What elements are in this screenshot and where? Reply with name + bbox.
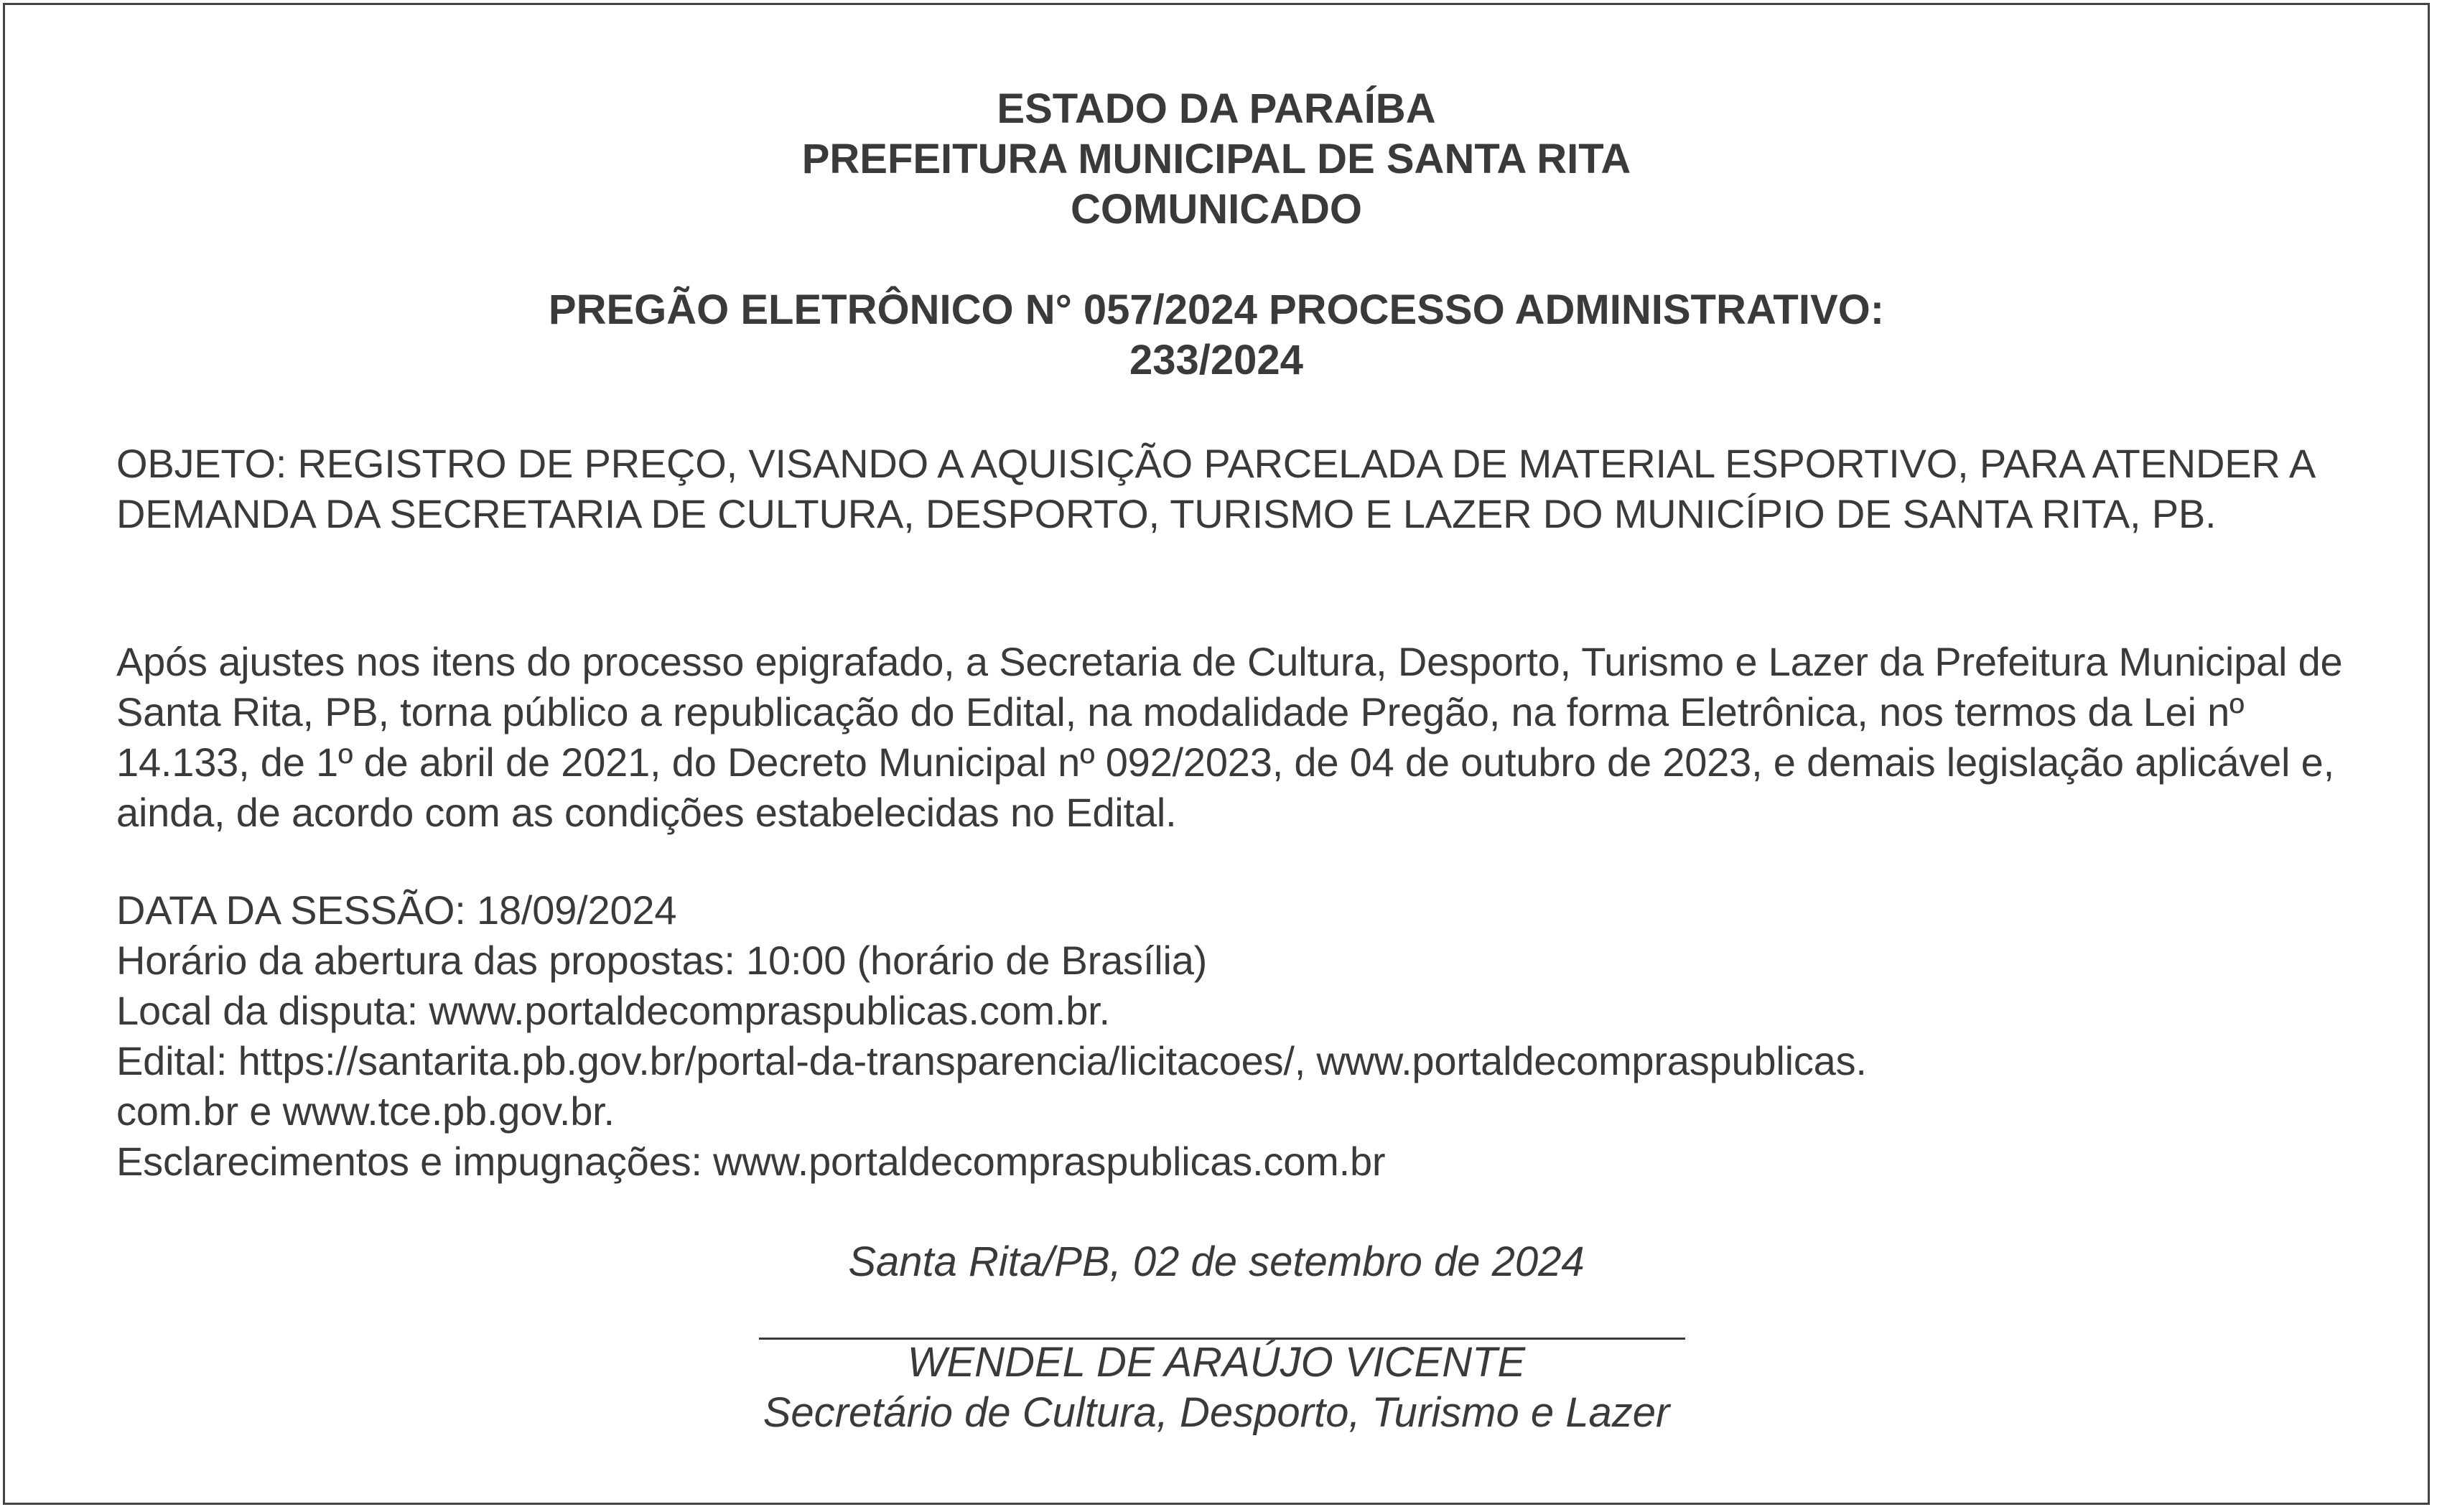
edital-line-1: Edital: https://santarita.pb.gov.br/portal-da-transparencia/licitacoes/, www.portaldecompraspublicas. [116,1038,1867,1083]
signer-title: Secretário de Cultura, Desporto, Turismo e Lazer [763,1389,1670,1436]
place-date: Santa Rita/PB, 02 de setembro de 2024 [848,1238,1585,1285]
object-text: OBJETO: REGISTRO DE PREÇO, VISANDO A AQUISIÇÃO PARCELADA DE MATERIAL ESPORTIVO, PARA ATENDER A DEMANDA DA SECRETARIA DE CULTURA, DESPORTO, TURISMO E LAZER DO MUNICÍPIO DE SANTA RITA, PB. [116,441,2313,536]
notice-frame [3,3,2430,1505]
state-heading: ESTADO DA PARAÍBA [997,85,1436,132]
main-paragraph: Após ajustes nos itens do processo epigrafado, a Secretaria de Cultura, Desporto, Turismo e Lazer da Prefeitura Municipal de Santa Rita, PB, torna público a republicação do Edital, na modalidade Pregão, na forma Eletrônica, nos termos da Lei nº 14.133, de 1º de abril de 2021, do Decreto Municipal nº 092/2023, de 04 de outubro de 2023, e demais legislação aplicável e, ainda, de acordo com as condições estabelecidas no Edital. [116,639,2343,835]
session-date: DATA DA SESSÃO: 18/09/2024 [116,887,677,933]
opening-time: Horário da abertura das propostas: 10:00 (horário de Brasília) [116,938,1208,983]
process-line-2: 233/2024 [1129,337,1303,383]
dispute-location: Local da disputa: www.portaldecompraspublicas.com.br. [116,988,1110,1033]
notice-header [5,84,2428,235]
municipality-heading: PREFEITURA MUNICIPAL DE SANTA RITA [801,136,1631,182]
process-heading [5,285,2428,386]
process-line-1: PREGÃO ELETRÔNICO N° 057/2024 PROCESSO ADMINISTRATIVO: [548,286,1885,333]
edital-line-2: com.br e www.tce.pb.gov.br. [116,1088,615,1134]
document-type-heading: COMUNICADO [1071,186,1362,233]
session-details [116,885,2357,1187]
clarifications-line: Esclarecimentos e impugnações: www.portaldecompraspublicas.com.br [116,1139,1386,1184]
signer-block [5,1338,2428,1438]
signer-name: WENDEL DE ARAÚJO VICENTE [907,1339,1526,1386]
